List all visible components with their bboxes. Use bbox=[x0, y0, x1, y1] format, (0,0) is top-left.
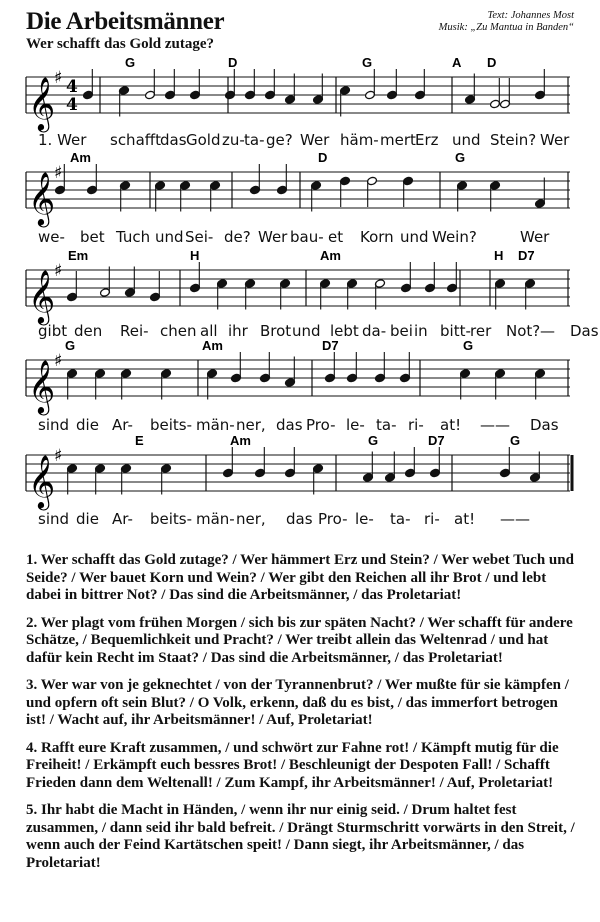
song-subtitle: Wer schafft das Gold zutage? bbox=[26, 36, 215, 52]
note bbox=[403, 176, 414, 207]
note bbox=[95, 464, 106, 495]
note bbox=[231, 352, 242, 383]
note bbox=[457, 181, 468, 212]
lyric-syllable: das bbox=[160, 131, 187, 149]
note bbox=[121, 369, 132, 400]
note bbox=[67, 369, 78, 400]
chord-symbol: D7 bbox=[322, 338, 339, 353]
note bbox=[495, 279, 506, 310]
note bbox=[277, 164, 288, 195]
lyric-syllable: ge? bbox=[266, 131, 293, 149]
note bbox=[385, 452, 396, 483]
song-title: Die Arbeitsmänner bbox=[26, 8, 225, 35]
chord-symbol: H bbox=[190, 248, 200, 263]
note bbox=[415, 69, 426, 100]
note bbox=[311, 181, 322, 212]
note bbox=[260, 352, 271, 383]
note bbox=[250, 164, 261, 195]
note bbox=[245, 69, 256, 100]
lyric-syllable: all bbox=[200, 322, 218, 340]
note bbox=[530, 452, 541, 483]
chord-symbol: Am bbox=[70, 150, 91, 165]
note bbox=[207, 369, 218, 400]
lyric-syllable: bau- bbox=[290, 228, 324, 246]
note bbox=[120, 181, 131, 212]
lyric-syllable: Wer bbox=[300, 131, 330, 149]
lyrics-line-5 bbox=[0, 510, 600, 536]
sharp-key-signature-icon: ♯ bbox=[54, 261, 63, 281]
note bbox=[320, 279, 331, 310]
sharp-key-signature-icon: ♯ bbox=[54, 163, 63, 183]
lyric-syllable: Wer bbox=[540, 131, 570, 149]
lyric-syllable: Sei- bbox=[185, 228, 214, 246]
note bbox=[365, 69, 376, 100]
lyric-syllable: we- bbox=[38, 228, 65, 246]
note bbox=[67, 464, 78, 495]
note bbox=[180, 181, 191, 212]
lyric-syllable: sind bbox=[38, 510, 70, 528]
note bbox=[347, 352, 358, 383]
sharp-key-signature-icon: ♯ bbox=[54, 68, 63, 88]
note bbox=[525, 279, 536, 310]
chord-symbol: G bbox=[455, 150, 466, 165]
note bbox=[405, 447, 416, 478]
note bbox=[447, 262, 458, 293]
lyric-syllable: ner, bbox=[236, 510, 266, 528]
lyric-syllable: bitt- bbox=[440, 322, 471, 340]
lyric-syllable: —— bbox=[500, 510, 530, 528]
lyric-syllable: Erz bbox=[415, 131, 439, 149]
lyric-syllable: den bbox=[74, 322, 103, 340]
chord-symbol: Am bbox=[202, 338, 223, 353]
lyric-syllable: ta- bbox=[390, 510, 411, 528]
staff-system-2 bbox=[0, 132, 600, 242]
note bbox=[340, 176, 351, 207]
lyric-syllable: gibt bbox=[38, 322, 68, 340]
lyric-syllable: bei bbox=[390, 322, 413, 340]
staff-system-5 bbox=[0, 415, 600, 525]
lyric-syllable: und bbox=[400, 228, 429, 246]
note bbox=[401, 262, 412, 293]
note bbox=[285, 74, 296, 105]
note bbox=[313, 464, 324, 495]
note bbox=[83, 69, 94, 100]
treble-clef-icon: 𝄞 bbox=[28, 76, 56, 130]
note bbox=[375, 352, 386, 383]
treble-clef-icon: 𝄞 bbox=[28, 171, 56, 225]
lyric-syllable: die bbox=[76, 416, 99, 434]
lyric-syllable: schafft bbox=[110, 131, 161, 149]
lyric-syllable: häm- bbox=[340, 131, 379, 149]
note bbox=[375, 279, 386, 310]
lyric-syllable: ta- bbox=[244, 131, 265, 149]
music-credit: Musik: „Zu Mantua in Banden“ bbox=[438, 22, 574, 33]
lyric-syllable: at! bbox=[440, 416, 462, 434]
lyric-syllable: sind bbox=[38, 416, 70, 434]
sharp-key-signature-icon: ♯ bbox=[54, 351, 63, 371]
verse-list bbox=[26, 552, 578, 882]
chord-symbol: D bbox=[318, 150, 328, 165]
lyric-syllable: Pro- bbox=[318, 510, 348, 528]
lyric-syllable: le- bbox=[355, 510, 374, 528]
lyric-syllable: Stein? bbox=[490, 131, 537, 149]
verse-3: 3. Wer war von je geknechtet / von der Tyrannenbrut? / Wer mußte für sie kämpfen / und opfern oft sein Blut? / O Volk, erkenn, daß du es bist, / das immerfort betrogen ist! / Wacht auf, ihr Arbeitsmänner! / Auf, Proletariat! bbox=[26, 677, 569, 728]
treble-clef-icon: 𝄞 bbox=[28, 454, 56, 508]
note bbox=[535, 178, 546, 209]
note bbox=[490, 181, 501, 212]
note bbox=[535, 369, 546, 400]
note bbox=[363, 452, 374, 483]
note bbox=[67, 271, 78, 302]
note bbox=[150, 271, 161, 302]
verse-4: 4. Rafft eure Kraft zusammen, / und schwört zur Fahne rot! / Kämpft mutig für die Freiheit! / Erkämpft euch bessres Brot! / Beschleunigt der Despoten Fall! / Schafft Frieden dann dem Weltenall! / Zum Kampf, ihr Arbeitsmänner! / Auf, Proletariat! bbox=[26, 739, 559, 791]
note bbox=[340, 86, 351, 117]
note bbox=[190, 262, 201, 293]
verse-2: 2. Wer plagt vom frühen Morgen / sich bis zur späten Nacht? / Wer schafft für andere Schätze, / Bequemlichkeit und Pracht? / Wer treibt allein das Weltenrad / und hat dafür kein Recht im Staat? / Das sind die Arbeitsmänner, / das Proletariat! bbox=[26, 614, 573, 666]
chord-symbol: D bbox=[487, 55, 497, 70]
lyric-syllable: Wein? bbox=[432, 228, 477, 246]
note bbox=[217, 279, 228, 310]
note bbox=[95, 369, 106, 400]
note bbox=[367, 176, 378, 207]
note bbox=[155, 181, 166, 212]
verse-1: 1. Wer schafft das Gold zutage? / Wer hämmert Erz und Stein? / Wer webet Tuch und Seide? / Wer bauet Korn und Wein? / Wer gibt den Reichen all ihr Brot / und lebt dabei in bittrer Not? / Das sind die Arbeitsmänner, / das Proletariat! bbox=[26, 552, 574, 603]
note bbox=[313, 74, 324, 105]
lyric-syllable: und bbox=[155, 228, 184, 246]
lyric-syllable: und bbox=[452, 131, 481, 149]
lyric-syllable: at! bbox=[454, 510, 476, 528]
lyric-syllable: Brot bbox=[260, 322, 292, 340]
lyric-syllable: die bbox=[76, 510, 99, 528]
lyric-syllable: ri- bbox=[408, 416, 424, 434]
chord-symbol: Am bbox=[320, 248, 341, 263]
lyric-syllable: le- bbox=[346, 416, 365, 434]
chord-symbol: G bbox=[125, 55, 136, 70]
lyric-syllable: zu- bbox=[222, 131, 245, 149]
note bbox=[161, 464, 172, 495]
lyric-syllable: lebt bbox=[330, 322, 359, 340]
verse-5: 5. Ihr habt die Macht in Händen, / wenn ihr nur einig seid. / Drum haltet fest zusammen, / dann seid ihr bald befreit. / Drängt Sturmschritt vorwärts in den Streit, / wenn auch der Feind Kartätschen speit! / Dann siegt, ihr Arbeitsmänner, / das Proletariat! bbox=[26, 802, 575, 871]
note bbox=[285, 447, 296, 478]
lyric-syllable: da- bbox=[362, 322, 387, 340]
note bbox=[430, 447, 441, 478]
chord-symbol: Em bbox=[68, 248, 89, 263]
note bbox=[495, 369, 506, 400]
lyric-syllable: Korn bbox=[360, 228, 394, 246]
note bbox=[225, 69, 236, 100]
note bbox=[255, 447, 266, 478]
treble-clef-icon: 𝄞 bbox=[28, 269, 56, 323]
lyric-syllable: chen bbox=[160, 322, 197, 340]
lyric-syllable: Ar- bbox=[112, 510, 133, 528]
lyric-syllable: bet bbox=[80, 228, 105, 246]
chord-symbol: G bbox=[362, 55, 373, 70]
lyric-syllable: 1. Wer bbox=[38, 131, 87, 149]
note bbox=[400, 352, 411, 383]
lyric-syllable: ta- bbox=[376, 416, 397, 434]
lyric-syllable: — bbox=[540, 322, 555, 340]
lyric-syllable: ner, bbox=[236, 416, 266, 434]
note bbox=[347, 279, 358, 310]
lyric-syllable: in bbox=[414, 322, 428, 340]
time-signature-denominator: 4 bbox=[66, 95, 78, 115]
note bbox=[119, 86, 130, 117]
lyric-syllable: rer bbox=[470, 322, 492, 340]
lyric-syllable: und bbox=[292, 322, 321, 340]
note bbox=[190, 69, 201, 100]
note bbox=[460, 369, 471, 400]
chord-symbol: G bbox=[65, 338, 76, 353]
chord-symbol: D7 bbox=[428, 433, 445, 448]
lyric-syllable: mert bbox=[380, 131, 416, 149]
lyric-syllable: ihr bbox=[228, 322, 248, 340]
text-credit: Text: Johannes Most bbox=[487, 10, 574, 21]
staff-system-4 bbox=[0, 320, 600, 430]
lyric-syllable: —— bbox=[480, 416, 510, 434]
note bbox=[465, 74, 476, 105]
chord-symbol: H bbox=[494, 248, 504, 263]
note bbox=[165, 69, 176, 100]
lyric-syllable: Das bbox=[530, 416, 559, 434]
lyric-syllable: das bbox=[286, 510, 313, 528]
note bbox=[387, 69, 398, 100]
note bbox=[490, 78, 501, 109]
lyric-syllable: Ar- bbox=[112, 416, 133, 434]
lyric-syllable: Tuch bbox=[116, 228, 151, 246]
note bbox=[223, 447, 234, 478]
chord-symbol: A bbox=[452, 55, 462, 70]
sharp-key-signature-icon: ♯ bbox=[54, 446, 63, 466]
note bbox=[121, 464, 132, 495]
chord-symbol: E bbox=[135, 433, 144, 448]
note bbox=[125, 267, 136, 298]
note bbox=[425, 262, 436, 293]
note bbox=[245, 279, 256, 310]
note bbox=[535, 69, 546, 100]
lyric-syllable: de? bbox=[224, 228, 251, 246]
note bbox=[210, 181, 221, 212]
chord-symbol: Am bbox=[230, 433, 251, 448]
lyric-syllable: ri- bbox=[424, 510, 440, 528]
note bbox=[500, 447, 511, 478]
lyric-syllable: beits- bbox=[150, 510, 193, 528]
lyric-syllable: Not? bbox=[506, 322, 541, 340]
lyric-syllable: Pro- bbox=[306, 416, 336, 434]
treble-clef-icon: 𝄞 bbox=[28, 359, 56, 413]
chord-symbol: G bbox=[368, 433, 379, 448]
lyric-syllable: Rei- bbox=[120, 322, 149, 340]
lyric-syllable: das bbox=[276, 416, 303, 434]
note bbox=[161, 369, 172, 400]
chord-symbol: G bbox=[510, 433, 521, 448]
note bbox=[285, 357, 296, 388]
chord-symbol: D7 bbox=[518, 248, 535, 263]
lyric-syllable: män- bbox=[196, 510, 235, 528]
note bbox=[500, 78, 511, 109]
lyric-syllable: Wer bbox=[520, 228, 550, 246]
lyric-syllable: Gold bbox=[186, 131, 221, 149]
note bbox=[145, 69, 156, 100]
credits bbox=[439, 10, 574, 34]
note bbox=[87, 164, 98, 195]
chord-symbol: G bbox=[463, 338, 474, 353]
note bbox=[280, 279, 291, 310]
note bbox=[325, 352, 336, 383]
time-signature-numerator: 4 bbox=[66, 77, 78, 97]
lyric-syllable: Wer bbox=[258, 228, 288, 246]
lyric-syllable: et bbox=[328, 228, 344, 246]
chord-symbol: D bbox=[228, 55, 238, 70]
note bbox=[100, 267, 111, 298]
note bbox=[265, 69, 276, 100]
lyric-syllable: beits- bbox=[150, 416, 193, 434]
lyric-syllable: Das bbox=[570, 322, 599, 340]
lyric-syllable: män- bbox=[196, 416, 235, 434]
